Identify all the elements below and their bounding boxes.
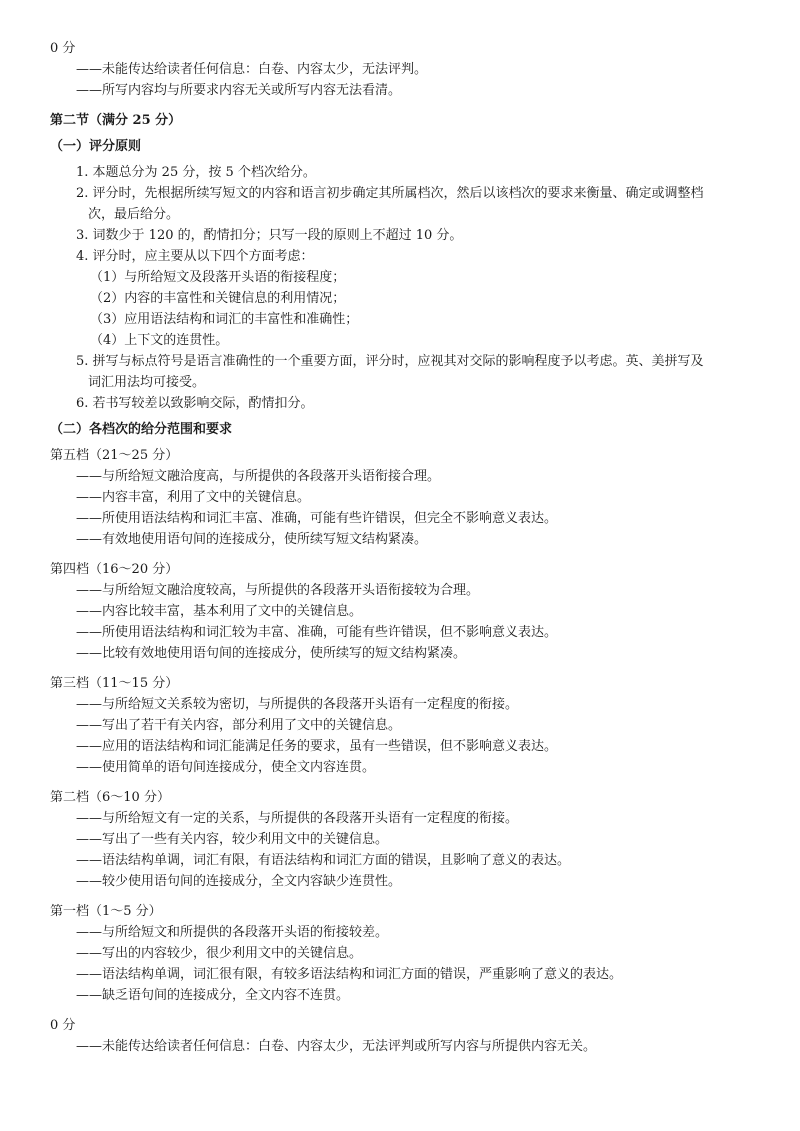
principle-subitem: （4）上下文的连贯性。 [90, 333, 229, 348]
level-item: ——语法结构单调，词汇有限，有语法结构和词汇方面的错误，且影响了意义的表达。 [76, 853, 571, 868]
level-label: 第四档（16～20 分） [50, 562, 179, 577]
principle-item: 4. 评分时，应主要从以下四个方面考虑： [76, 249, 314, 264]
principle-item: 6. 若书写较差以致影响交际，酌情扣分。 [76, 396, 314, 411]
principle-subitem: （3）应用语法结构和词汇的丰富性和准确性； [90, 312, 359, 327]
principle-item-cont: 次，最后给分。 [88, 207, 180, 222]
level-block [50, 673, 770, 778]
level-block [50, 787, 770, 892]
principle-item: 5. 拼写与标点符号是语言准确性的一个重要方面，评分时，应视其对交际的影响程度予以考虑。英、美拼写及 [76, 354, 704, 369]
level-item: ——较少使用语句间的连接成分，全文内容缺少连贯性。 [76, 874, 402, 889]
level-item: ——比较有效地使用语句间的连接成分，使所续写的短文结构紧凑。 [76, 646, 467, 661]
level-item: ——与所给短文和所提供的各段落开头语的衔接较差。 [76, 925, 389, 940]
principles-list [50, 162, 770, 414]
section-title: 第二节（满分 25 分） [50, 113, 182, 128]
level-item: ——写出了一些有关内容，较少利用文中的关键信息。 [76, 832, 389, 847]
level-item: ——应用的语法结构和词汇能满足任务的要求，虽有一些错误，但不影响意义表达。 [76, 739, 558, 754]
top-zero-item: ——未能传达给读者任何信息：白卷、内容太少，无法评判。 [76, 62, 428, 77]
level-block [50, 559, 770, 664]
top-zero-item: ——所写内容均与所要求内容无关或所写内容无法看清。 [76, 83, 402, 98]
level-item: ——缺乏语句间的连接成分，全文内容不连贯。 [76, 988, 350, 1003]
level-item: ——使用简单的语句间连接成分，使全文内容连贯。 [76, 760, 376, 775]
level-label: 第三档（11～15 分） [50, 676, 179, 691]
level-label: 0 分 [50, 1018, 76, 1033]
level-item: ——未能传达给读者任何信息：白卷、内容太少，无法评判或所写内容与所提供内容无关。 [76, 1039, 597, 1054]
level-item: ——与所给短文融洽度高，与所提供的各段落开头语衔接合理。 [76, 469, 441, 484]
level-label: 第五档（21～25 分） [50, 448, 179, 463]
level-item: ——所使用语法结构和词汇较为丰富、准确，可能有些许错误，但不影响意义表达。 [76, 625, 558, 640]
level-item: ——内容丰富，利用了文中的关键信息。 [76, 490, 311, 505]
level-item: ——语法结构单调，词汇很有限，有较多语法结构和词汇方面的错误，严重影响了意义的表达。 [76, 967, 623, 982]
principles-heading: （一）评分原则 [50, 139, 142, 154]
level-item: ——写出了若干有关内容，部分利用了文中的关键信息。 [76, 718, 402, 733]
level-block [50, 901, 770, 1006]
level-item: ——内容比较丰富，基本利用了文中的关键信息。 [76, 604, 363, 619]
principle-item: 3. 词数少于 120 的，酌情扣分；只写一段的原则上不超过 10 分。 [76, 228, 463, 243]
principle-item: 1. 本题总分为 25 分，按 5 个档次给分。 [76, 165, 316, 180]
principle-item-cont: 词汇用法均可接受。 [88, 375, 206, 390]
level-item: ——与所给短文有一定的关系，与所提供的各段落开头语有一定程度的衔接。 [76, 811, 519, 826]
level-item: ——所使用语法结构和词汇丰富、准确，可能有些许错误，但完全不影响意义表达。 [76, 511, 558, 526]
top-zero-label: 0 分 [50, 41, 76, 56]
top-zero-block [50, 38, 770, 101]
levels-heading: （二）各档次的给分范围和要求 [50, 422, 233, 437]
level-item: ——写出的内容较少，很少利用文中的关键信息。 [76, 946, 363, 961]
principle-item: 2. 评分时，先根据所续写短文的内容和语言初步确定其所属档次，然后以该档次的要求来衡量、确定或调整档 [76, 186, 704, 201]
level-item: ——有效地使用语句间的连接成分，使所续写短文结构紧凑。 [76, 532, 428, 547]
level-block [50, 1015, 770, 1057]
level-item: ——与所给短文关系较为密切，与所提供的各段落开头语有一定程度的衔接。 [76, 697, 519, 712]
level-label: 第二档（6～10 分） [50, 790, 170, 805]
level-item: ——与所给短文融洽度较高，与所提供的各段落开头语衔接较为合理。 [76, 583, 480, 598]
level-label: 第一档（1～5 分） [50, 904, 162, 919]
principle-subitem: （2）内容的丰富性和关键信息的利用情况； [90, 291, 346, 306]
principle-subitem: （1）与所给短文及段落开头语的衔接程度； [90, 270, 346, 285]
level-block [50, 445, 770, 550]
document-page [50, 38, 770, 1057]
